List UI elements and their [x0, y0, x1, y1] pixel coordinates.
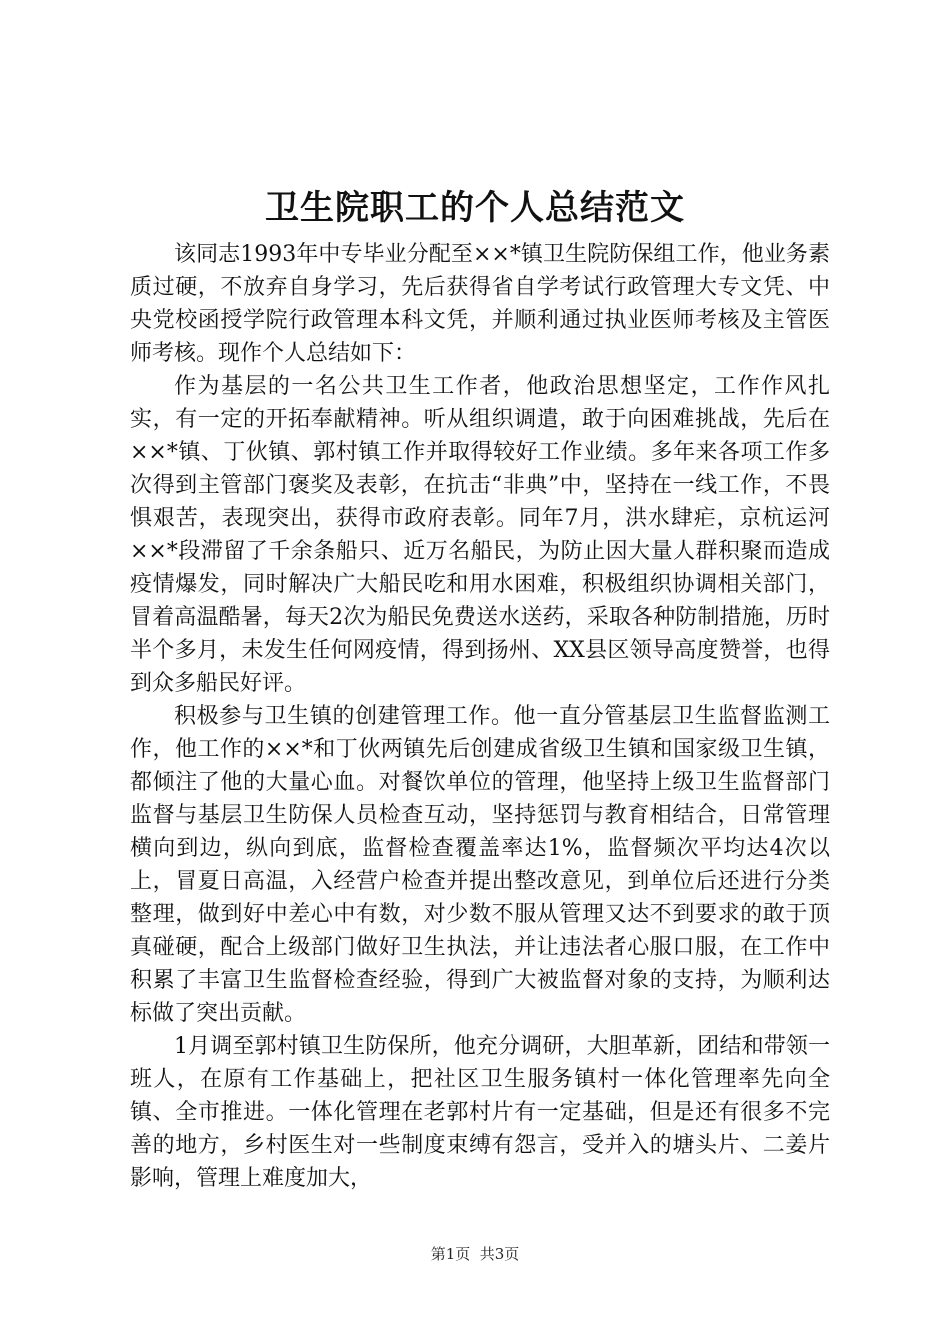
document-body: [130, 238, 830, 1195]
document-title: 卫生院职工的个人总结范文: [265, 188, 685, 228]
paragraph: 积极参与卫生镇的创建管理工作。他一直分管基层卫生监督监测工作，他工作的××*和丁伙两镇先后创建成省级卫生镇和国家级卫生镇，都倾注了他的大量心血。对餐饮单位的管理，他坚持上级卫生监督部门监督与基层卫生防保人员检查互动，坚持惩罚与教育相结合，日常管理横向到边，纵向到底，监督检查覆盖率达1%，监督频次平均达4次以上，冒夏日高温，入经营户检查并提出整改意见，到单位后还进行分类整理，做到好中差心中有数，对少数不服从管理又达不到要求的敢于顶真碰硬，配合上级部门做好卫生执法，并让违法者心服口服，在工作中积累了丰富卫生监督检查经验，得到广大被监督对象的支持，为顺利达标做了突出贡献。: [130, 704, 830, 1026]
page-footer: [0, 1244, 950, 1264]
paragraph: 作为基层的一名公共卫生工作者，他政治思想坚定，工作作风扎实，有一定的开拓奉献精神。听从组织调遣，敢于向困难挑战，先后在××*镇、丁伙镇、郭村镇工作并取得较好工作业绩。多年来各项工作多次得到主管部门褒奖及表彰，在抗击“非典”中，坚持在一线工作，不畏惧艰苦，表现突出，获得市政府表彰。同年7月，洪水肆疟，京杭运河××*段滞留了千余条船只、近万名船民，为防止因大量人群积聚而造成疫情爆发，同时解决广大船民吃和用水困难，积极组织协调相关部门，冒着高温酷暑，每天2次为船民免费送水送药，采取各种防制措施，历时半个多月，未发生任何网疫情，得到扬州、XX县区领导高度赞誉，也得到众多船民好评。: [130, 374, 830, 696]
paragraph: 该同志1993年中专毕业分配至××*镇卫生院防保组工作，他业务素质过硬，不放弃自身学习，先后获得省自学考试行政管理大专文凭、中央党校函授学院行政管理本科文凭，并顺利通过执业医师考核及主管医师考核。现作个人总结如下：: [130, 242, 830, 366]
page-indicator: 第1页 共3页: [430, 1245, 520, 1263]
paragraph: 1月调至郭村镇卫生防保所，他充分调研，大胆革新，团结和带领一班人，在原有工作基础上，把社区卫生服务镇村一体化管理率先向全镇、全市推进。一体化管理在老郭村片有一定基础，但是还有很多不完善的地方，乡村医生对一些制度束缚有怨言，受并入的塘头片、二姜片影响，管理上难度加大，: [130, 1034, 830, 1191]
